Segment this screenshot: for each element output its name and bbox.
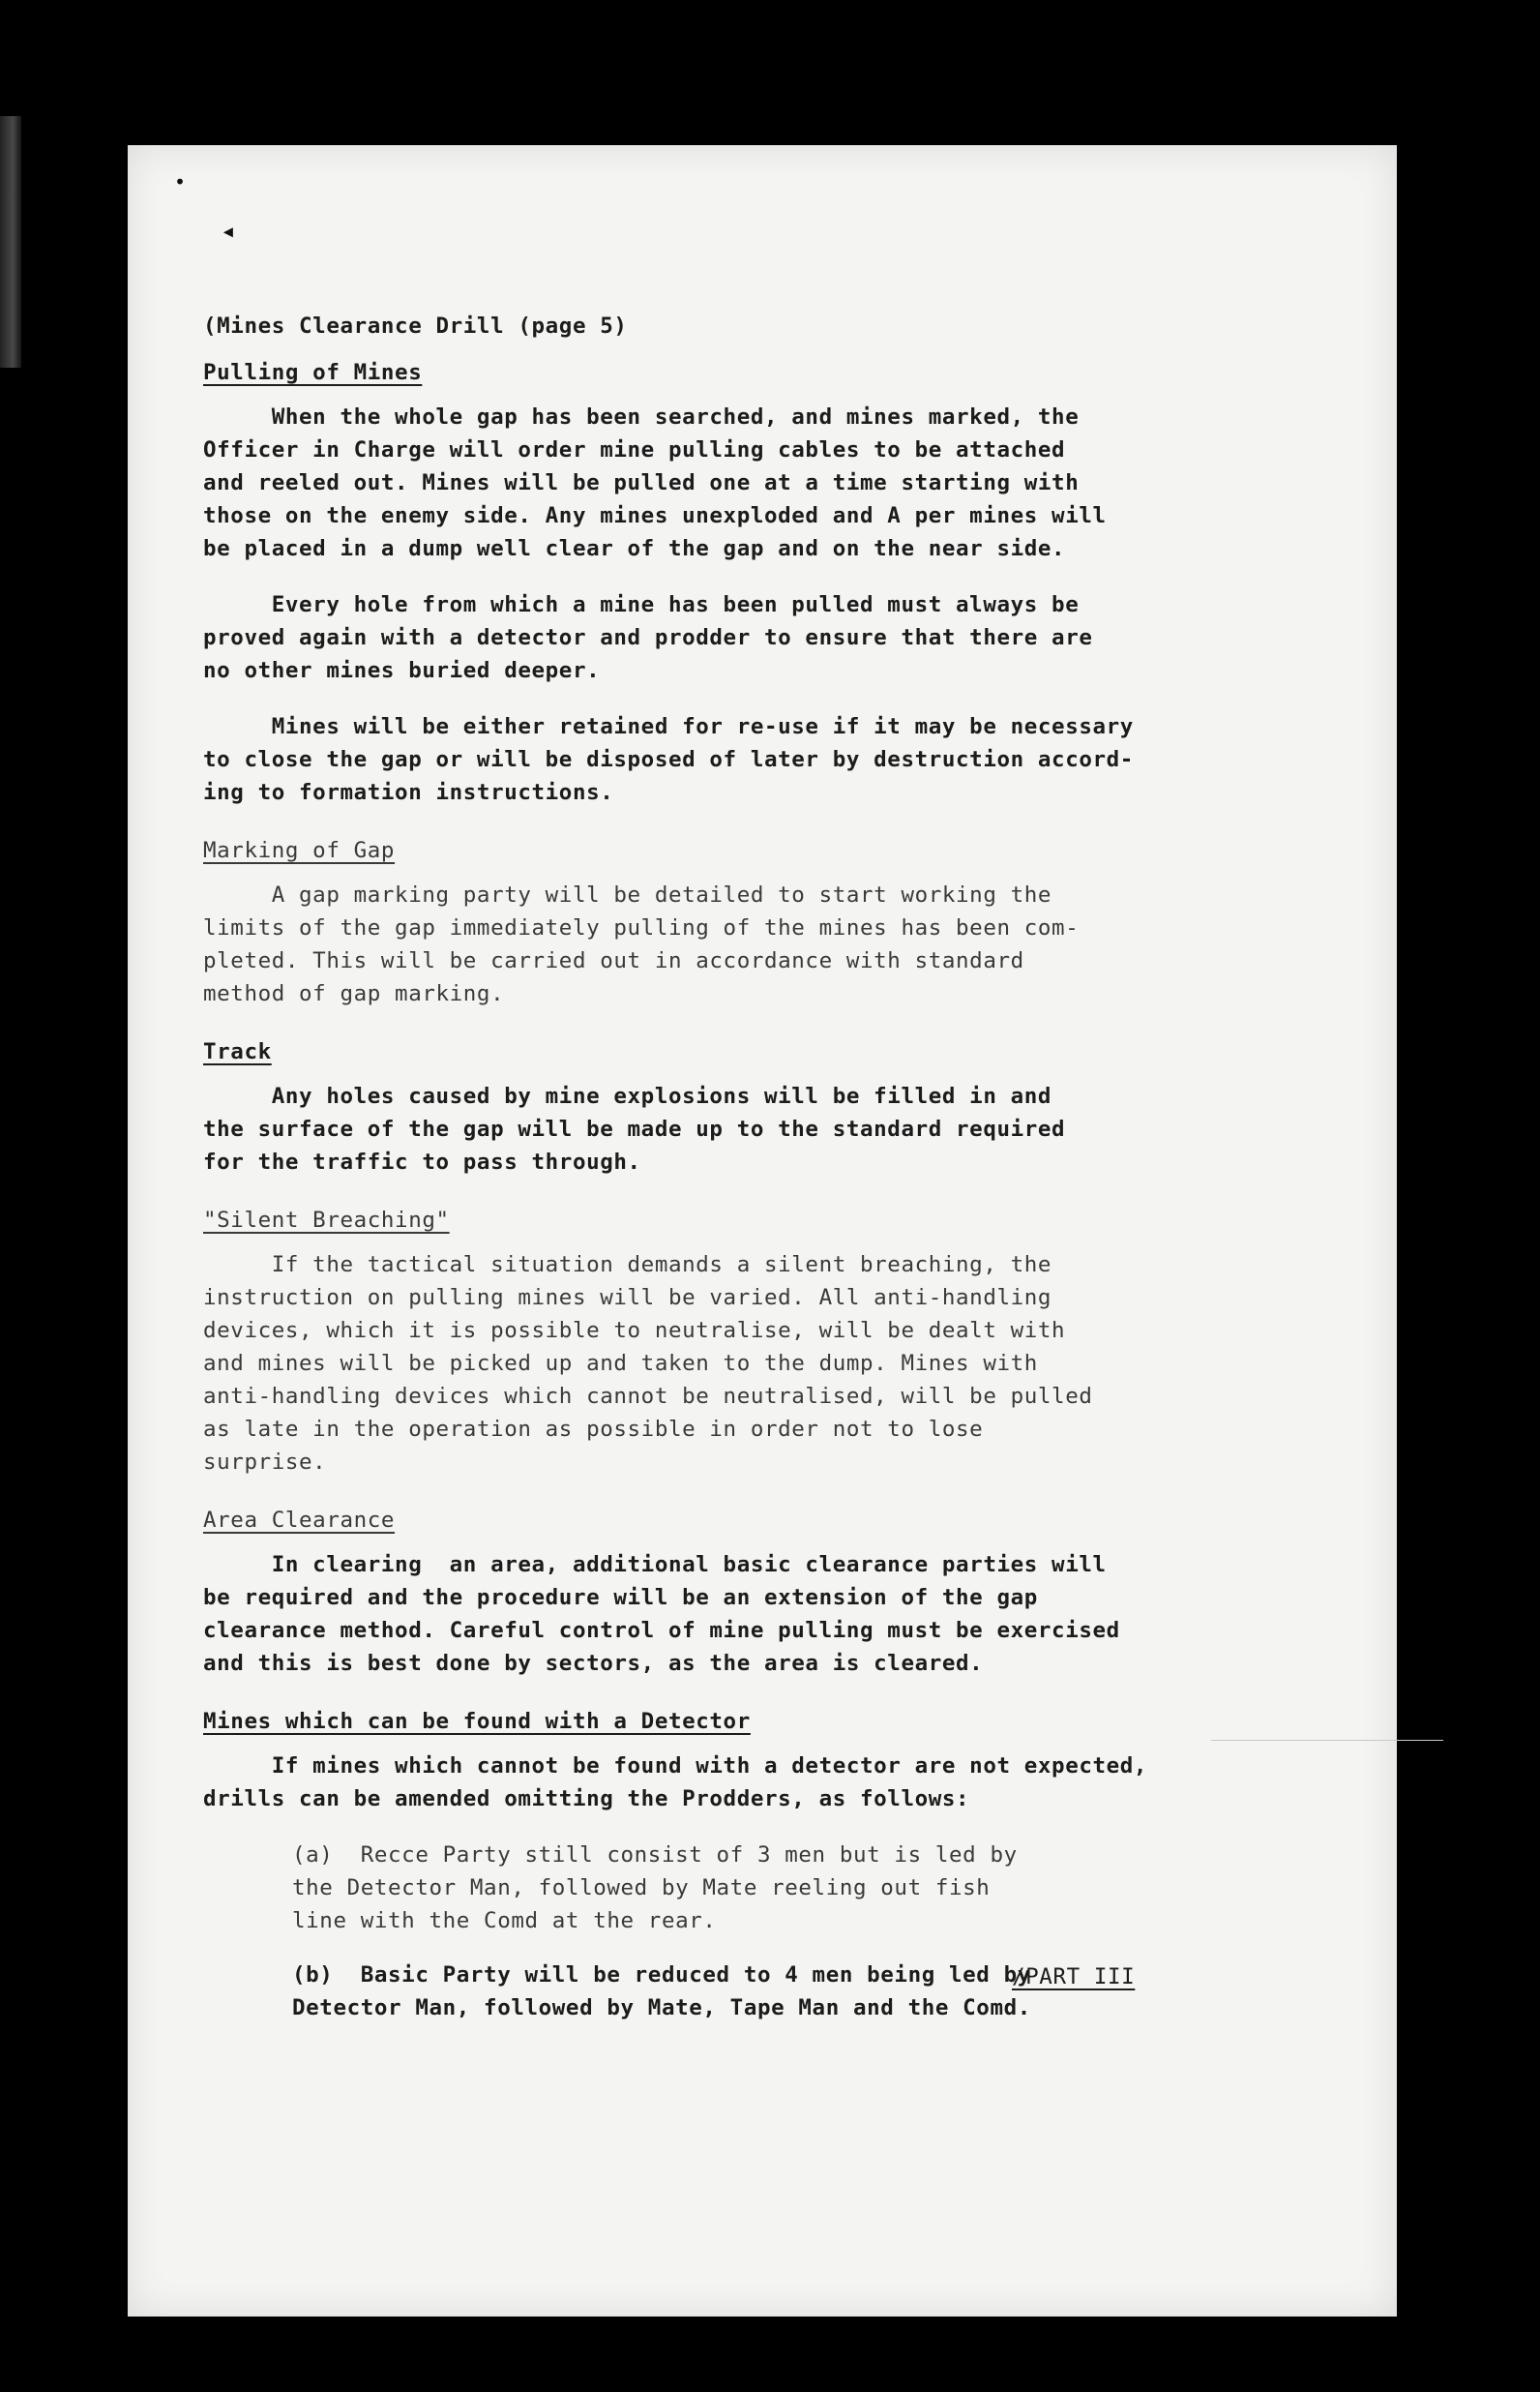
stray-mark: • <box>174 170 187 194</box>
list-item: (b) Basic Party will be reduced to 4 men being led by Detector Man, followed by Mate, Tape Man and the Comd. <box>292 1962 1031 2020</box>
section-silent-breaching <box>203 1204 1345 1479</box>
section-area-clearance <box>203 1504 1345 1680</box>
scan-left-edge <box>0 116 21 368</box>
paragraph: Any holes caused by mine explosions will be filled in and the surface of the gap will be made up to the standard required for the traffic to pass through. <box>203 1084 1066 1175</box>
section-heading: Marking of Gap <box>203 838 396 863</box>
paragraph: When the whole gap has been searched, and mines marked, the Officer in Charge will order mine pulling cables to be attached and reeled out. Mines will be pulled one at a time starting with those on the enemy side. Any mines unexploded and A per mines will be placed in a dump well clear of the gap and on the near side. <box>203 404 1107 561</box>
section-marking-of-gap <box>203 834 1345 1010</box>
page-footer <box>1012 1964 1135 1989</box>
document-header: (Mines Clearance Drill (page 5) <box>203 314 628 339</box>
continuation-label: /PART III <box>1012 1964 1136 1989</box>
paragraph: In clearing an area, additional basic clearance parties will be required and the procedure will be an extension of the gap clearance method. Careful control of mine pulling must be exercised and this is best done by sectors, as the area is cleared. <box>203 1552 1120 1676</box>
paragraph: Mines will be either retained for re-use if it may be necessary to close the gap or will be disposed of later by destruction accord- ing to formation instructions. <box>203 714 1134 805</box>
paragraph: If the tactical situation demands a silent breaching, the instruction on pulling mines will be varied. All anti-handling devices, which it is possible to neutralise, will be dealt with and mines will be picked up and taken to the dump. Mines with anti-handling devices which cannot be neutralised, will be pulled as late in the operation as possible in order not to lose surprise. <box>203 1252 1093 1475</box>
document-page <box>128 145 1397 2317</box>
section-heading: Mines which can be found with a Detector <box>203 1709 751 1734</box>
section-heading: "Silent Breaching" <box>203 1208 450 1233</box>
paragraph: If mines which cannot be found with a detector are not expected, drills can be amended omitting the Prodders, as follows: <box>203 1753 1148 1811</box>
section-heading: Track <box>203 1039 272 1064</box>
list-item: (a) Recce Party still consist of 3 men but is led by the Detector Man, followed by Mate reeling out fish line with the Comd at the rear. <box>292 1842 1018 1933</box>
section-heading: Area Clearance <box>203 1508 396 1533</box>
paragraph: A gap marking party will be detailed to start working the limits of the gap immediately pulling of the mines has been com- pleted. This will be carried out in accordance with standard method of gap marking. <box>203 882 1080 1006</box>
document-body <box>203 310 1345 2049</box>
section-pulling-of-mines <box>203 356 1345 809</box>
section-heading: Pulling of Mines <box>203 360 423 385</box>
stray-line <box>1211 1740 1443 1741</box>
section-detector-mines <box>203 1705 1345 2024</box>
stray-mark: ◂ <box>221 217 236 246</box>
paragraph: Every hole from which a mine has been pulled must always be proved again with a detector and prodder to ensure that there are no other mines buried deeper. <box>203 592 1093 683</box>
section-track <box>203 1035 1345 1179</box>
